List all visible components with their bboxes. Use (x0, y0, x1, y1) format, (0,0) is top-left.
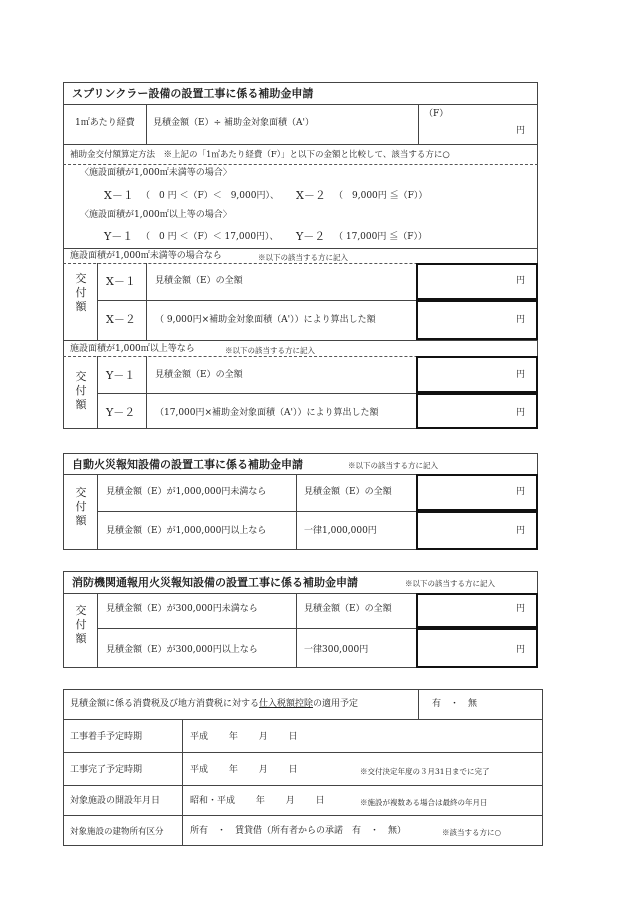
fire-alarm-row2-yen: 円 (516, 526, 526, 536)
under-1000-heading: 〈施設面積が1,000㎡未満等の場合〉 (80, 168, 232, 178)
fire-alarm-row1-cond: 見積金額（E）が1,000,000円未満なら (106, 487, 267, 497)
fire-alarm-title: 自動火災報知設備の設置工事に係る補助金申請 (72, 458, 303, 471)
start-date-label: 工事着手予定時期 (70, 732, 143, 742)
fire-alarm-row1-yen: 円 (516, 487, 526, 497)
end-date-value[interactable]: 平成 年 月 日 (190, 765, 298, 775)
over-1000-heading: 〈施設面積が1,000㎡以上等の場合〉 (80, 210, 232, 220)
end-date-note: ※交付決定年度の３月31日までに完了 (360, 767, 490, 776)
open-date-value[interactable]: 昭和・平成 年 月 日 (190, 796, 325, 806)
sprinkler-title: スプリンクラー設備の設置工事に係る補助金申請 (72, 87, 314, 100)
fire-dept-row2-amount: 一律300,000円 (304, 645, 369, 655)
unit-cost-yen: 円 (516, 126, 526, 136)
fire-dept-row2-yen: 円 (516, 645, 526, 655)
y2-yen: 円 (516, 408, 526, 418)
end-date-label: 工事完了予定時期 (70, 765, 143, 775)
x2-row-label: X－２ (106, 313, 136, 326)
ownership-note: ※該当する方に○ (442, 828, 502, 837)
tax-options[interactable]: 有 ・ 無 (432, 699, 478, 709)
open-date-label: 対象施設の開設年月日 (70, 796, 161, 806)
x2-condition: （ 9,000円 ≦（F）） (334, 191, 428, 201)
fire-dept-note: ※以下の該当する方に記入 (405, 579, 495, 588)
y2-label: Y－２ (296, 230, 326, 243)
y1-condition: （ 0 円 ＜（F）＜ 17,000円）、 (141, 232, 279, 242)
ownership-label: 対象施設の建物所有区分 (70, 827, 164, 837)
x2-label: X－２ (296, 189, 326, 202)
fire-alarm-row2-amount: 一律1,000,000円 (304, 526, 377, 536)
grant-label-x: 交付額 (75, 272, 87, 313)
fire-dept-row1-yen: 円 (516, 604, 526, 614)
fire-dept-grant-label: 交付額 (75, 604, 87, 645)
ownership-value[interactable]: 所有 ・ 賃貸借（所有者からの承諾 有 ・ 無） (190, 826, 407, 836)
over-1000-section: 施設面積が1,000㎡以上等なら (70, 344, 195, 354)
under-1000-note: ※以下の該当する方に記入 (258, 253, 348, 262)
y1-row-desc: 見積金額（E）の全額 (155, 370, 243, 380)
y2-row-label: Y－２ (106, 406, 136, 419)
over-1000-note: ※以下の該当する方に記入 (225, 346, 315, 355)
fire-alarm-row1-amount: 見積金額（E）の全額 (304, 487, 392, 497)
fire-alarm-note: ※以下の該当する方に記入 (348, 461, 438, 470)
y1-row-label: Y－１ (106, 369, 136, 382)
x1-condition: （ 0 円 ＜（F）＜ 9,000円）、 (141, 191, 279, 201)
x1-yen: 円 (516, 276, 526, 286)
fire-alarm-row2-cond: 見積金額（E）が1,000,000円以上なら (106, 526, 267, 536)
fire-dept-row1-amount: 見積金額（E）の全額 (304, 604, 392, 614)
x2-yen: 円 (516, 315, 526, 325)
grant-label-y: 交付額 (75, 370, 87, 411)
x1-row-desc: 見積金額（E）の全額 (155, 276, 243, 286)
unit-cost-label: 1㎡あたり経費 (75, 118, 135, 128)
y2-row-desc: （17,000円×補助金対象面積（A'））により算出した額 (155, 408, 379, 418)
open-date-note: ※施設が複数ある場合は最終の年月日 (360, 798, 488, 807)
unit-cost-formula: 見積金額（E）÷ 補助金対象面積（A'） (153, 118, 314, 128)
tax-deduction-label: 見積金額に係る消費税及び地方消費税に対する仕入税額控除の適用予定 (70, 699, 359, 709)
y1-label: Y－１ (104, 230, 134, 243)
tax-deduction-term: 仕入税額控除 (259, 699, 314, 709)
y1-yen: 円 (516, 370, 526, 380)
f-label: （F） (424, 109, 449, 119)
fire-dept-row1-cond: 見積金額（E）が300,000円未満なら (106, 604, 258, 614)
y2-condition: （ 17,000円 ≦（F）） (334, 232, 427, 242)
x1-label: X－１ (104, 189, 134, 202)
under-1000-section: 施設面積が1,000㎡未満等の場合なら (70, 251, 222, 261)
start-date-value[interactable]: 平成 年 月 日 (190, 732, 298, 742)
fire-dept-title: 消防機関通報用火災報知設備の設置工事に係る補助金申請 (72, 576, 358, 589)
fire-alarm-grant-label: 交付額 (75, 486, 87, 527)
fire-dept-row2-cond: 見積金額（E）が300,000円以上なら (106, 645, 258, 655)
x2-row-desc: （ 9,000円×補助金対象面積（A'））により算出した額 (155, 315, 376, 325)
x1-row-label: X－１ (106, 275, 136, 288)
calc-method: 補助金交付額算定方法 ※上記の「1㎡あたり経費（F）」と以下の金額と比較して、該当する方に○ (70, 150, 450, 160)
